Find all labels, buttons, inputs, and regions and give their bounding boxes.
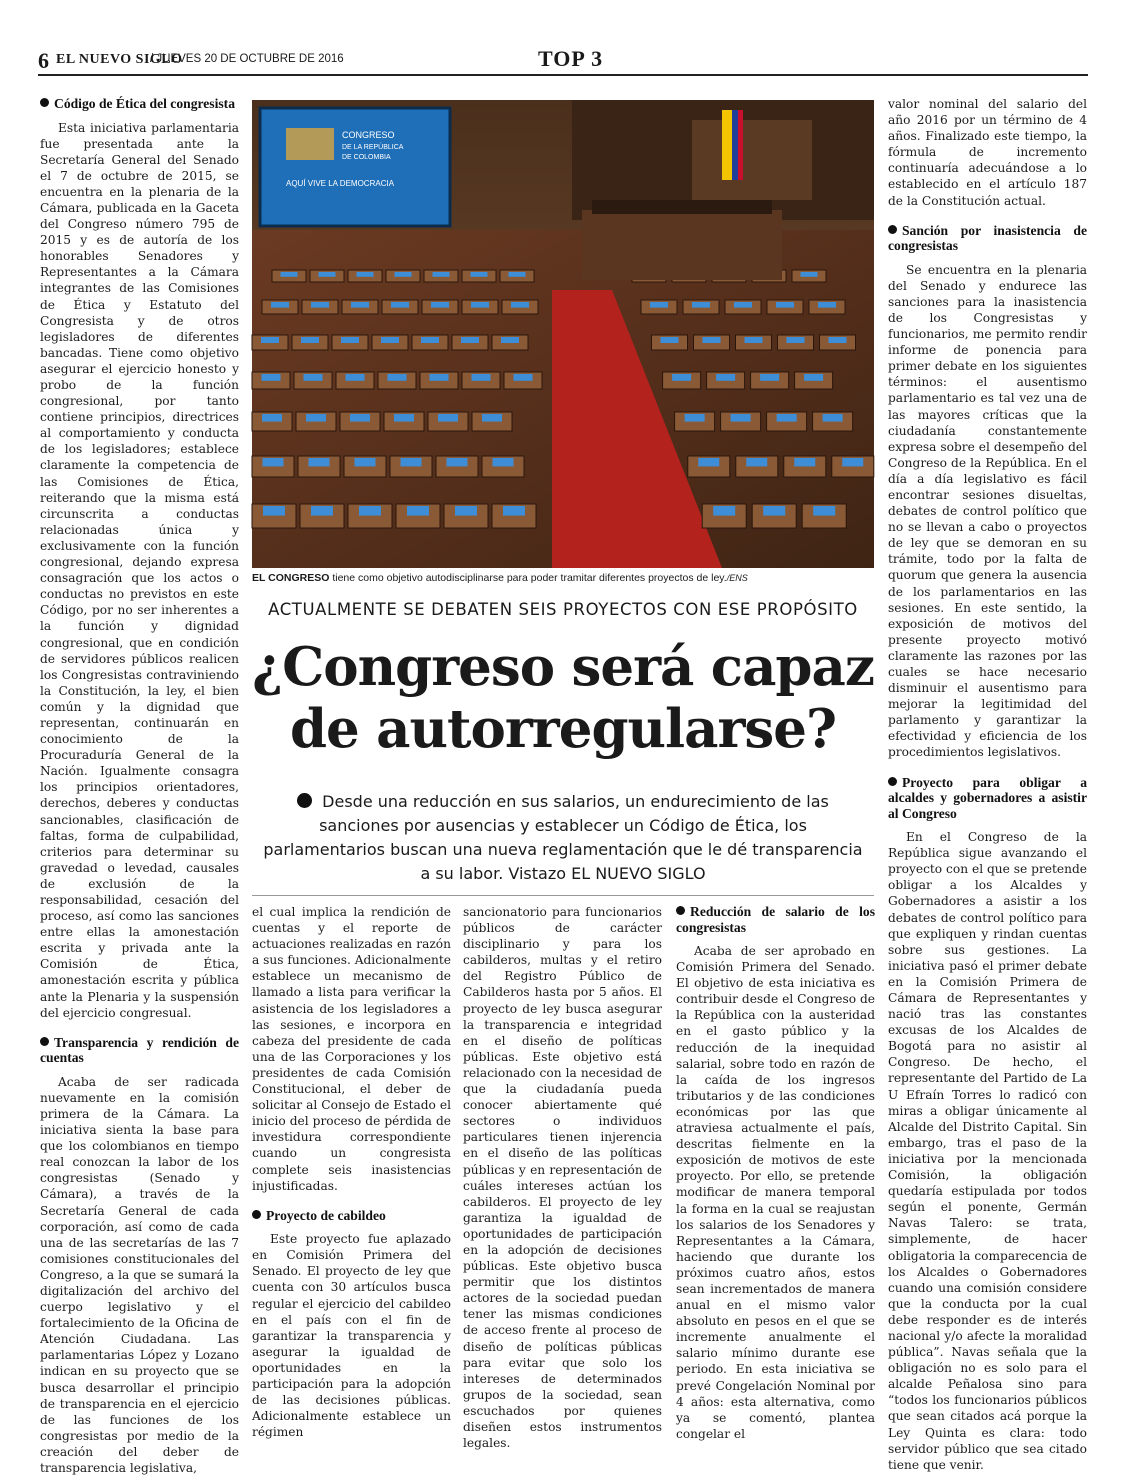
page-header bbox=[38, 46, 1088, 74]
column-1 bbox=[40, 96, 239, 1475]
photo-caption bbox=[252, 572, 874, 584]
article-paragraph: Se encuentra en la plenaria del Senado y endurece las sanciones para la inasistencia de los Congresistas y funcionarios, me permito rendir informe de ponencia para primer debate en los siguientes términos: el ausentismo parlamentario es tal vez una de las mayores críticas que la ciudadanía constantemente expresa sobre el desempeño del Congreso de la República. En el día a día legislativo es fácil encontrar sesiones disueltas, debates de control político que no se llevan a cabo o proyectos de ley que se demoran en su trámite, todo por la falta de quorum que genera la ausencia de los parlamentarios en las sesiones. En este sentido, la exposición de motivos del presente proyecto motivó claramente las razones por las cuales se hace necesario disminuir el ausentismo para mejorar la legitimidad del parlamento y garantizar la efectividad y eficiencia de los procedimientos legislativos. bbox=[888, 262, 1087, 760]
caption-credit: /ENS bbox=[726, 573, 748, 583]
congress-photo bbox=[252, 100, 874, 568]
bullet-icon bbox=[40, 1037, 49, 1046]
article-paragraph: el cual implica la rendición de cuentas y el reporte de actuaciones realizadas en razón a sus funciones. Adicionalmente establece un mecanismo de llamado a lista para verificar la asistencia de los legisladores a las sesiones, e incorpora en cabeza del presidente de cada una de las Corporaciones y los presidentes de cada Comisión Constitucional, el deber de solicitar al Consejo de Estado el inicio del proceso de pérdida de investidura correspondiente cuando un congresista complete seis inasistencias injustificadas. bbox=[252, 905, 452, 1193]
summary bbox=[262, 790, 864, 886]
screen-text: DE COLOMBIA bbox=[342, 154, 391, 161]
article-paragraph: En el Congreso de la República sigue avanzando el proyecto con el que se pretende obligar a los Alcaldes y Gobernadores a asistir a los debates de control político para que expliquen y rindan cuentas sobre sus gestiones. La iniciativa pasó el primer debate en la Comisión Primera de Cámara de Representantes y nació tras las constantes excusas de los Alcaldes de Bogotá para no asistir al Congreso. De hecho, el representante del Partido de La U Efraín Torres lo radicó con miras a obligar únicamente al Alcalde del Distrito Capital. Sin embargo, tras el paso de la iniciativa por la mencionada Comisión, la obligación quedaría estipulada por todos según el ponente, Germán Navas Talero: se trata, simplemente, de hacer obligatoria la comparecencia de los Alcaldes o Gobernadores cuando una comisión considere que la conducta por la cual debe responder es de interés nacional y/o afecte la moralidad pública”. Navas señala que la obligación no es solo para el alcalde Peñalosa sino para “todos los funcionarios públicos que sean citados acá porque la Ley Quinta es clara: todo servidor público que sea citado tiene que venir. bbox=[888, 830, 1087, 1472]
bullet-icon bbox=[676, 906, 685, 915]
article-paragraph: Acaba de ser radicada nuevamente en la comisión primera de la Cámara. La iniciativa sienta la base para que los colombianos en tiempo real conozcan la labor de los congresistas (Senado y Cámara), a través de la Secretaría General de cada corporación, así como de cada una de las secretarías de las 7 comisiones constitucionales del Congreso, a la que se sumará la digitalización del archivo del cuerpo legislativo y el fortalecimiento de la Oficina de Atención Ciudadana. Las parlamentarias López y Lozano indican en su proyecto que se busca desarrollar el principio de transparencia en el ejercicio de las funciones de los congresistas por medio de la creación del deber de transparencia legislativa, bbox=[40, 1074, 239, 1475]
article-paragraph: sancionatorio para funcionarios públicos de carácter disciplinario y para los cabilderos, multas y el retiro del Registro Público de Cabilderos hasta por 5 años. El proyecto de ley busca asegurar la transparencia e integridad en el diseño de políticas públicas. Este objetivo está relacionado con la necesidad de que la ciudadanía pueda conocer abiertamente qué sectores o individuos particulares tienen injerencia en el diseño de las políticas públicas y en representación de cuáles intereses actúan los cabilderos. El proyecto de ley garantiza la igualdad de oportunidades de participación en la adopción de decisiones públicas. Este objetivo busca permitir que los distintos actores de la sociedad puedan tener las mismas condiciones de acceso frente al proceso de diseño de políticas públicas para evitar que solo los intereses de determinados grupos de la sociedad, sean escuchados por quienes diseñen estos instrumentos legales. bbox=[463, 905, 662, 1451]
section-heading bbox=[40, 96, 239, 112]
headline bbox=[252, 636, 874, 760]
bullet-icon bbox=[888, 225, 897, 234]
section-label: TOP 3 bbox=[538, 46, 604, 71]
section-heading bbox=[40, 1035, 239, 1066]
newspaper-name: EL NUEVO SIGLO bbox=[56, 52, 183, 67]
caption-text: tiene como objetivo autodisciplinarse para poder tramitar diferentes proyectos de ley. bbox=[329, 572, 727, 584]
page-number: 6 bbox=[38, 48, 49, 73]
bullet-icon bbox=[297, 793, 312, 808]
section-heading bbox=[252, 1208, 451, 1224]
column-4 bbox=[676, 904, 875, 1441]
screen-text: CONGRESO bbox=[342, 130, 395, 140]
heading-text: Sanción por inasistencia de congresistas bbox=[888, 222, 1087, 254]
summary-text: Desde una reducción en sus salarios, un endurecimiento de las sanciones por ausencias y establecer un Código de Ética, los parlamentarios buscan una nueva reglamentación que le dé transparencia a su labor. Vistazo EL NUEVO SIGLO bbox=[263, 792, 863, 883]
section-heading bbox=[676, 904, 875, 935]
heading-text: Transparencia y rendición de cuentas bbox=[40, 1034, 239, 1066]
bullet-icon bbox=[888, 777, 897, 786]
heading-text: Proyecto para obligar a alcaldes y gobernadores a asistir al Congreso bbox=[888, 774, 1087, 821]
kicker: ACTUALMENTE SE DEBATEN SEIS PROYECTOS CON ESE PROPÓSITO bbox=[268, 600, 858, 619]
section-heading bbox=[888, 223, 1087, 254]
article-paragraph: Esta iniciativa parlamentaria fue presentada ante la Secretaría General del Senado el 7 de octubre de 2015, se encuentra en la plenaria de la Cámara, publicada en la Gaceta del Congreso número 795 de 2015 y es de autoría de los honorables Senadores y Representantes a la Cámara integrantes de las Comisiones de Ética y Estatuto del Congresista y de otros legisladores de diferentes bancadas. Tiene como objetivo asegurar el ejercicio honesto y probo de la función congresional, por tanto contiene principios, directrices al comportamiento y conducta de los legisladores; establece claramente la competencia de las Comisiones de Ética, reiterando que la misma está circunscrita a conductas relacionadas única y exclusivamente con la función congresional, dejando expresa consagración que los actos o conductas no previstos en este Código, por no ser inherentes a la función y dignidad congresional, que en condición de servidores públicos realicen los Congresistas contraviniendo la Constitución, la ley, el bien común y la dignidad que representan, continuarán en conocimiento de la Procuraduría General de la Nación. Igualmente consagra los principios orientadores, derechos, deberes y conductas sancionables, clasificación de faltas, forma de culpabilidad, criterios para determinar su gravedad o levedad, causales de exclusión de la responsabilidad, cesación del proceso, así como las sanciones entre ellas la amonestación escrita y privada ante la Comisión de Ética, amonestación escrita y pública ante la Plenaria y la suspensión del ejercicio congresual. bbox=[40, 120, 239, 1020]
heading-text: Reducción de salario de los congresistas bbox=[676, 904, 875, 935]
issue-date: / JUEVES 20 DE OCTUBRE DE 2016 bbox=[150, 53, 344, 65]
chamber-illustration bbox=[252, 100, 874, 568]
separator bbox=[252, 895, 874, 896]
column-5 bbox=[888, 96, 1087, 1472]
article-paragraph: Acaba de ser aprobado en Comisión Primera del Senado. El objetivo de esta iniciativa es contribuir desde el Congreso de la República con la austeridad en el gasto público y la reducción de la inequidad salarial, sobre todo en razón de la caída de los ingresos tributarios y de las condiciones económicas por las que atraviesa actualmente el país, descritas fielmente en la exposición de motivos de este proyecto. Por ello, se pretende modificar de manera temporal la forma en la cual se reajustan los salarios de los Senadores y Representantes a la Cámara, haciendo que durante los próximos cuatro años, estos sean incrementados de manera anual en el mismo valor absoluto en pesos en el que se incremente anualmente el salario mínimo durante ese periodo. En esta iniciativa se prevé Congelación Nominal por 4 años: esta alternativa, como ya se comentó, plantea congelar el bbox=[676, 944, 875, 1441]
screen-slogan: AQUÍ VIVE LA DEMOCRACIA bbox=[286, 179, 395, 188]
bullet-icon bbox=[252, 1210, 261, 1219]
heading-text: Código de Ética del congresista bbox=[54, 96, 235, 111]
article-paragraph: valor nominal del salario del año 2016 por un término de 4 años. Finalizado este tiempo, la fórmula de incremento continuaría adecuándose a lo establecido en el artículo 187 de la Constitución actual. bbox=[888, 97, 1087, 208]
heading-text: Proyecto de cabildeo bbox=[266, 1207, 386, 1223]
bullet-icon bbox=[40, 98, 49, 107]
headline-line: de autorregularse? bbox=[289, 698, 837, 760]
section-heading bbox=[888, 775, 1087, 822]
caption-lead: EL CONGRESO bbox=[252, 572, 330, 584]
screen-text: DE LA REPÚBLICA bbox=[342, 144, 404, 151]
article-paragraph: Este proyecto fue aplazado en Comisión Primera del Senado. El proyecto de ley que cuenta con 30 artículos busca regular el ejercicio del cabildeo en el país con el fin de garantizar la transparencia y asegurar la igualdad de oportunidades en la participación para la adopción de las decisiones públicas. Adicionalmente establece un régimen bbox=[252, 1232, 451, 1440]
headline-line: ¿Congreso será capaz bbox=[252, 636, 874, 698]
header-rule bbox=[38, 74, 1088, 76]
column-2 bbox=[252, 904, 452, 1440]
column-3 bbox=[463, 904, 662, 1451]
